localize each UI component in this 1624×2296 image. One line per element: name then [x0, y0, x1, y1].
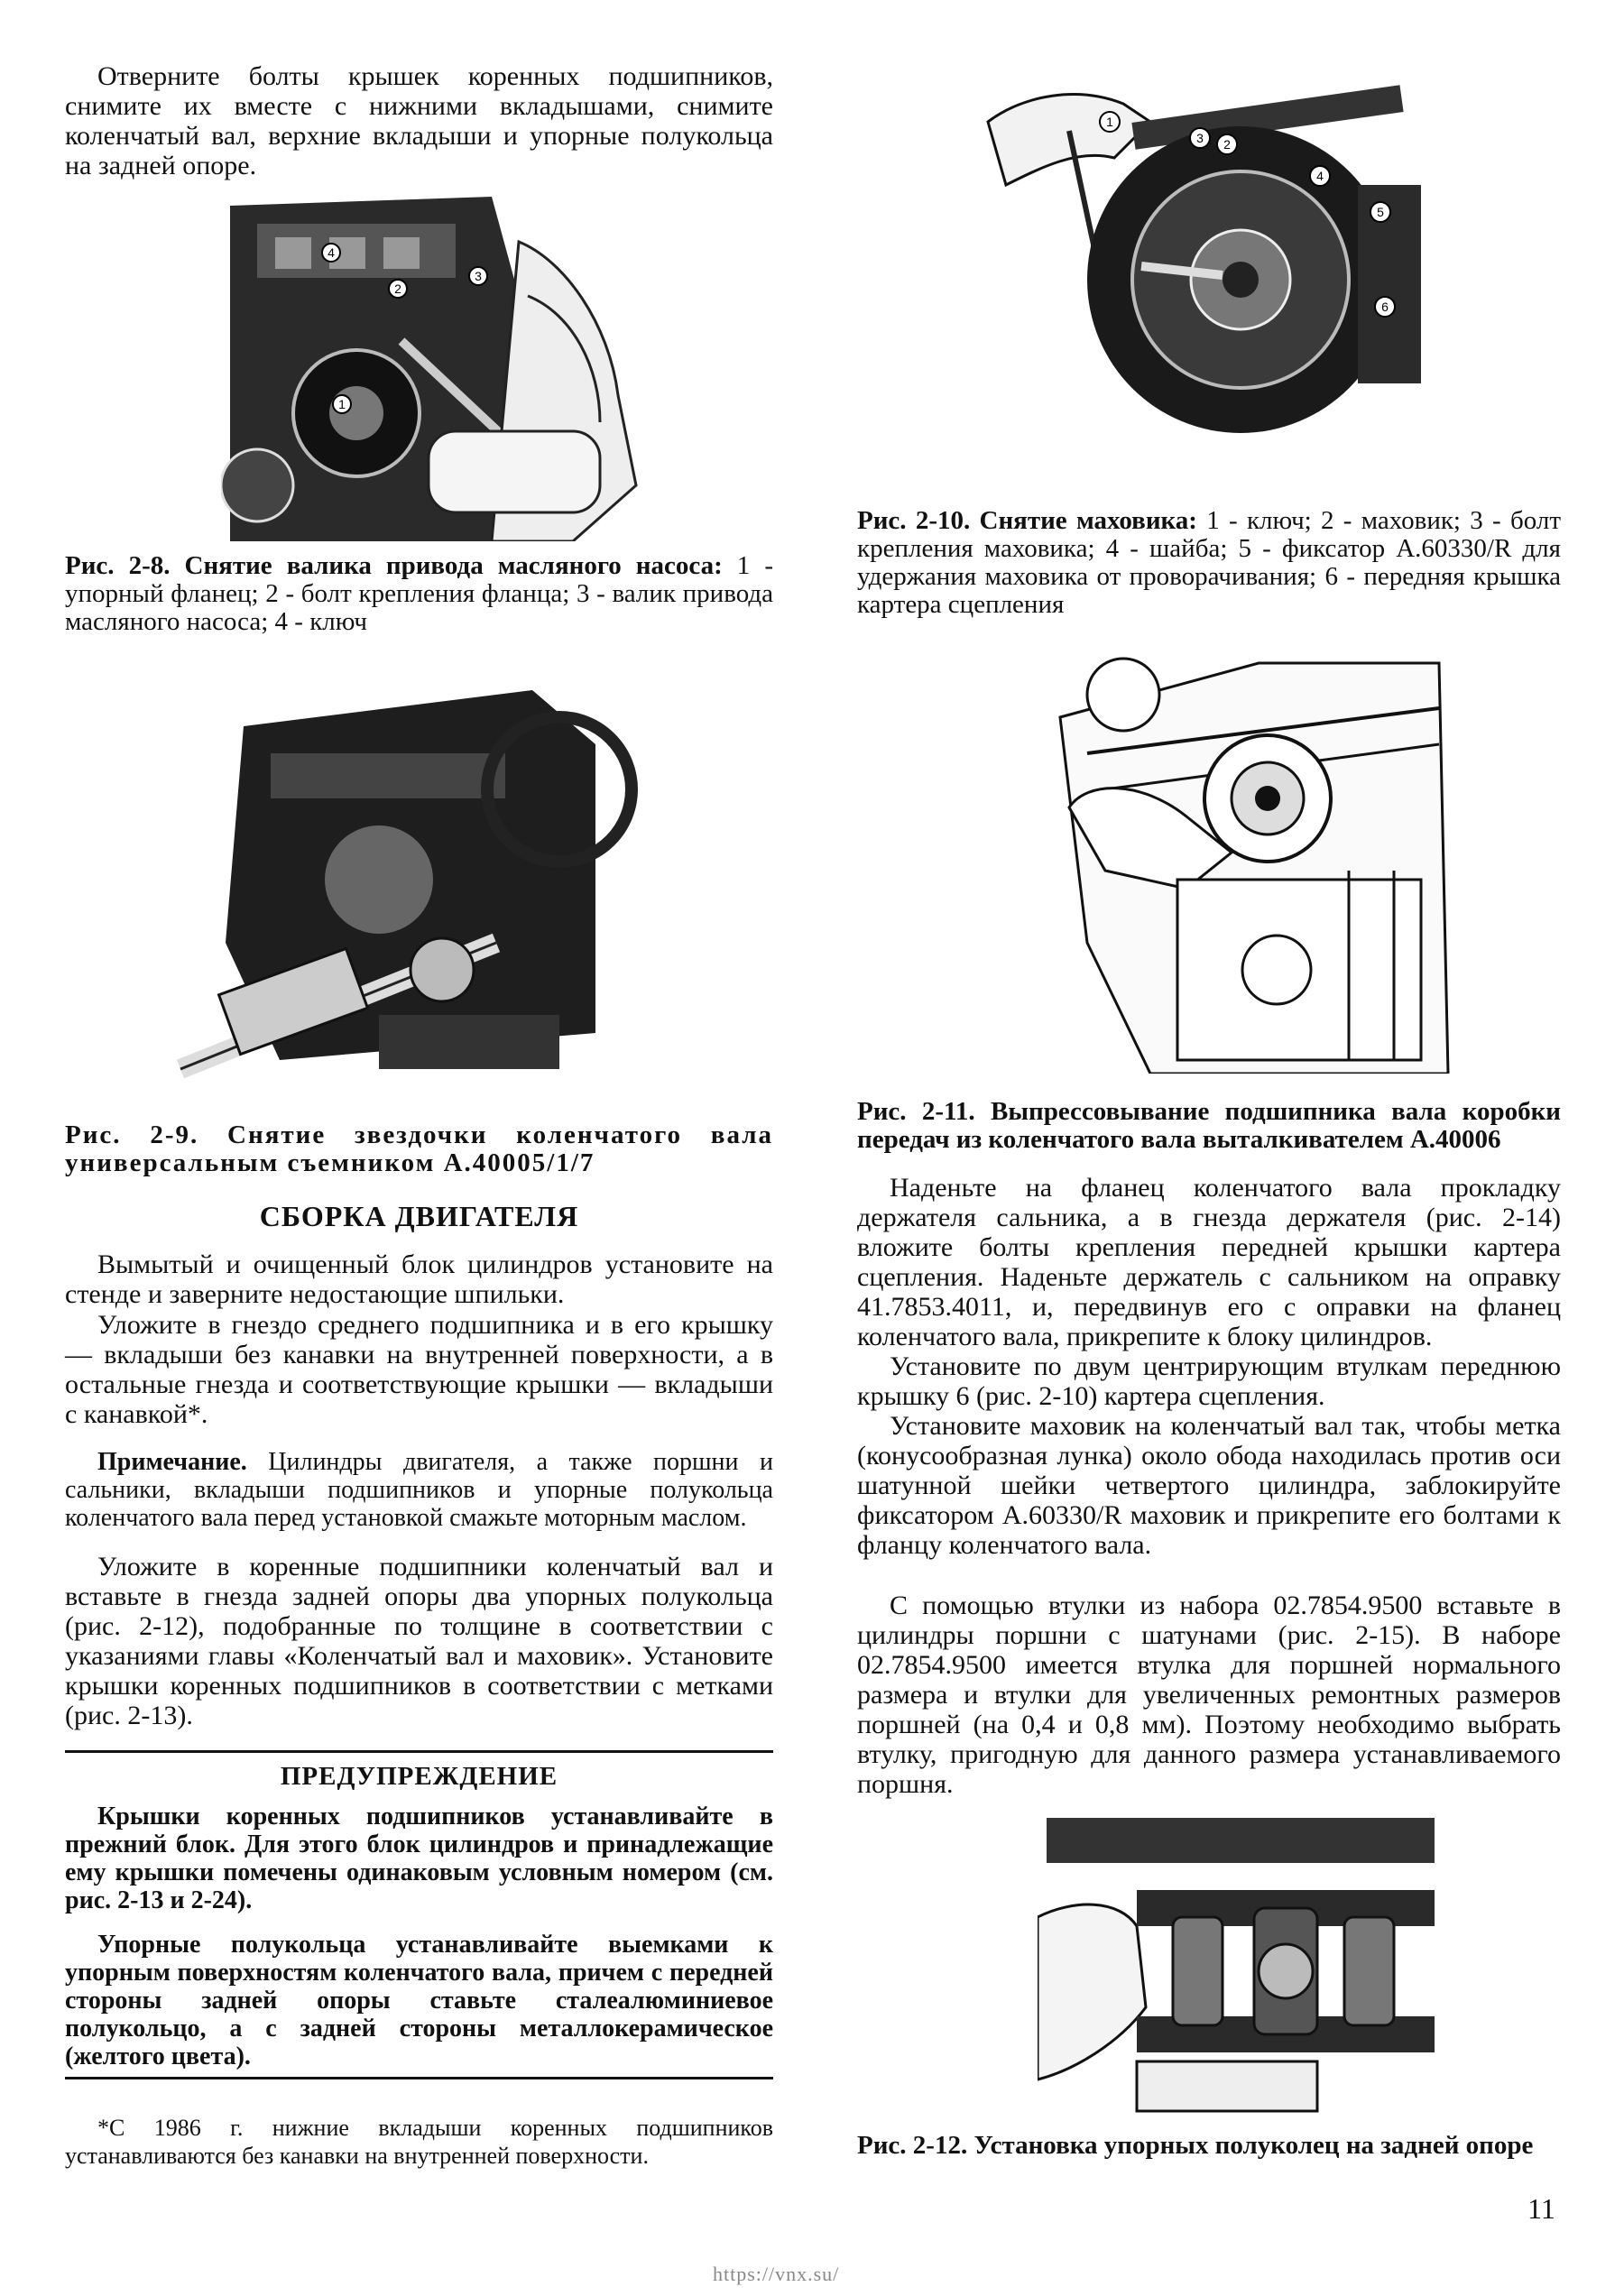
figure-2-10-label: Рис. 2-10. Снятие маховика:	[857, 506, 1197, 535]
fig8-callout-4-label: 4	[328, 245, 335, 260]
figure-2-8-caption	[65, 552, 773, 636]
page-number: 11	[1527, 2192, 1555, 2225]
fig8-callout-1-label: 1	[338, 397, 346, 411]
fig10-callout-4-label: 4	[1316, 169, 1324, 183]
section-title: СБОРКА ДВИГАТЕЛЯ	[259, 1200, 579, 1232]
figure-2-9-illustration	[171, 672, 659, 1096]
right-paragraph-4: С помощью втулки из набора 02.7854.9500 вставьте в цилиндры поршни с шатунами (рис. 2-15). В наборе 02.7854.9500 имеется втулка для поршней нормального размера и втулки для увеличенных ремонтных размеров поршней (на 0,4 и 0,8 мм). Поэтому необходимо выбрать втулку, пригодную для данного размера устанавливаемого поршня.	[857, 1591, 1561, 1799]
figure-2-11-illustration	[1051, 645, 1453, 1074]
warning-bottom-rule	[65, 2077, 773, 2079]
intro-paragraph: Отверните болты крышек коренных подшипников, снимите их вместе с нижними вкладышами, снимите коленчатый вал, верхние вкладыши и упорные полукольца на задней опоре.	[65, 61, 773, 180]
assembly-paragraph-2: Уложите в гнездо среднего подшипника и в его крышку — вкладыши без канавки на внутренней поверхности, а в остальные гнезда и соответствующие крышки — вкладыши с канавкой*.	[65, 1310, 773, 1429]
fig8-callout-2-label: 2	[394, 281, 401, 296]
right-paragraph-2: Установите по двум центрирующим втулкам переднюю крышку 6 (рис. 2-10) картера сцепления.	[857, 1351, 1561, 1411]
warning-top-rule	[65, 1750, 773, 1753]
footnote: *С 1986 г. нижние вкладыши коренных подшипников устанавливаются без канавки на внутренней поверхности.	[65, 2115, 773, 2169]
fig10-callout-5-label: 5	[1377, 205, 1384, 219]
figure-2-11-label: Рис. 2-11. Выпрессовывание подшипника вала коробки передач из коленчатого вала выталкивателем А.40006	[857, 1097, 1561, 1154]
fig10-callout-1-label: 1	[1106, 115, 1113, 129]
note-paragraph	[65, 1448, 773, 1532]
figure-2-11-caption	[857, 1098, 1561, 1154]
fig10-callout-6-label: 6	[1381, 300, 1389, 314]
assembly-paragraph-3: Уложите в коренные подшипники коленчатый вал и вставьте в гнезда задней опоры два упорных полукольца (рис. 2-12), подобранные по толщине в соответствии с указаниями главы «Коленчатый вал и маховик». Установите крышки коренных подшипников в соответствии с метками (рис. 2-13).	[65, 1552, 773, 1730]
right-paragraph-1: Наденьте на фланец коленчатого вала прокладку держателя сальника, а в гнезда держателя (рис. 2-14) вложите болты крепления передней крышки картера сцепления. Наденьте держатель с сальником на оправку 41.7853.4011, и, передвинув его с оправки на фланец коленчатого вала, прикрепите к блоку цилиндров.	[857, 1173, 1561, 1351]
fig10-callout-2-label: 2	[1223, 137, 1231, 152]
figure-2-12-caption	[857, 2132, 1561, 2160]
figure-2-8-text: 1 - упорный фланец; 2 - болт крепления фланца; 3 - валик привода масляного насоса; 4 - ключ	[65, 551, 773, 636]
fig10-callout-3-label: 3	[1196, 131, 1204, 145]
figure-2-10-text: 1 - ключ; 2 - маховик; 3 - болт крепления маховика; 4 - шайба; 5 - фиксатор А.60330/R для удержания маховика от проворачивания; 6 - передняя крышка картера сцепления	[857, 506, 1561, 619]
warning-paragraph-2: Упорные полукольца устанавливайте выемками к упорным поверхностям коленчатого вала, причем с передней стороны задней опоры ставьте сталеалюминиевое полукольцо, а с задней стороны металлокерамическое (желтого цвета).	[65, 1931, 773, 2070]
figure-2-10-illustration	[970, 68, 1430, 496]
right-paragraph-3: Установите маховик на коленчатый вал так, чтобы метка (конусообразная лунка) около обода находилась против оси шатунной шейки четвертого цилиндра, заблокируйте фиксатором А.60330/R маховик и прикрепите его болтами к фланцу коленчатого вала.	[857, 1411, 1561, 1560]
warning-paragraph-1: Крышки коренных подшипников устанавливайте в прежний блок. Для этого блок цилиндров и принадлежащие ему крышки помечены одинаковым условным номером (см. рис. 2-13 и 2-24).	[65, 1803, 773, 1914]
figure-2-9-label: Рис. 2-9. Снятие звездочки коленчатого вала универсальным съемником А.40005/1/7	[65, 1120, 773, 1177]
figure-2-10-caption	[857, 507, 1561, 619]
figure-2-8-illustration	[221, 188, 643, 541]
figure-2-9-caption	[65, 1121, 773, 1177]
warning-title: ПРЕДУПРЕЖДЕНИЕ	[280, 1762, 558, 1791]
figure-2-12-illustration	[1038, 1809, 1448, 2116]
figure-2-12-label: Рис. 2-12. Установка упорных полуколец на задней опоре	[857, 2131, 1534, 2160]
assembly-paragraph-1: Вымытый и очищенный блок цилиндров установите на стенде и заверните недостающие шпильки.	[65, 1249, 773, 1309]
figure-2-8-label: Рис. 2-8. Снятие валика привода масляного насоса:	[65, 551, 723, 580]
fig8-callout-3-label: 3	[475, 269, 482, 283]
note-label: Примечание.	[97, 1448, 247, 1476]
note-text: Цилиндры двигателя, а также поршни и сальники, вкладыши подшипников и упорные полукольца коленчатого вала перед установкой смажьте моторным маслом.	[65, 1448, 773, 1532]
footer-url[interactable]: https://vnx.su/	[713, 2263, 840, 2285]
